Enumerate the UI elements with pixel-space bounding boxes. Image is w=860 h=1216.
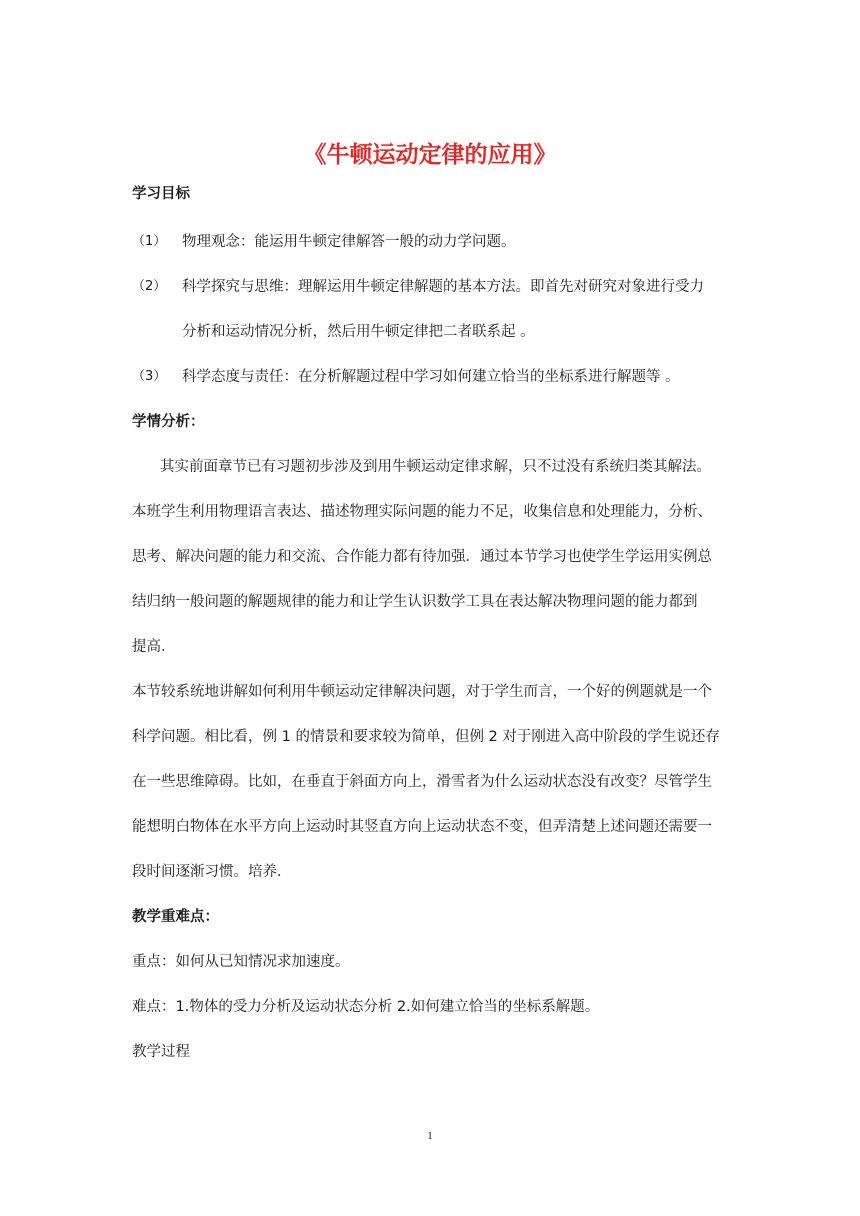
analysis-para1-line-1: 其实前面章节已有习题初步涉及到用牛顿运动定律求解，只不过没有系统归类其解法。 — [160, 459, 711, 475]
analysis-para2-line-2: 科学问题。相比看，例 1 的情景和要求较为简单，但例 2 对于刚进入高中阶段的学生说还存 — [132, 729, 720, 745]
analysis-para2-line-1: 本节较系统地讲解如何利用牛顿运动定律解决问题，对于学生而言，一个好的例题就是一个 — [132, 684, 712, 700]
difficulty-key-point: 重点：如何从已知情况求加速度。 — [132, 954, 350, 970]
analysis-para2-line-4: 能想明白物体在水平方向上运动时其竖直方向上运动状态不变，但弄清楚上述问题还需要一 — [132, 819, 712, 835]
goal-item-2-line-1: 科学探究与思维：理解运用牛顿定律解题的基本方法。即首先对研究对象进行受力 — [182, 279, 704, 295]
goal-item-2-line-2: 分析和运动情况分析，然后用牛顿定律把二者联系起 。 — [182, 324, 535, 340]
analysis-para1-line-2: 本班学生利用物理语言表达、描述物理实际问题的能力不足，收集信息和处理能力，分析、 — [132, 504, 712, 520]
analysis-para2-line-5: 段时间逐渐习惯。培养． — [132, 864, 292, 880]
goal-item-1: 物理观念：能运用牛顿定律解答一般的动力学问题。 — [182, 234, 516, 250]
goals-heading: 学习目标 — [132, 186, 190, 202]
analysis-para1-line-4: 结归纳一般问题的解题规律的能力和让学生认识数学工具在表达解决物理问题的能力都到 — [132, 594, 698, 610]
goal-item-3: 科学态度与责任：在分析解题过程中学习如何建立恰当的坐标系进行解题等 。 — [182, 369, 680, 385]
analysis-para1-line-3: 思考、解决问题的能力和交流、合作能力都有待加强．通过本节学习也使学生学运用实例总 — [132, 549, 712, 565]
document-title: 《牛顿运动定律的应用》 — [303, 142, 557, 168]
difficulty-hard-point: 难点：1.物体的受力分析及运动状态分析 2.如何建立恰当的坐标系解题。 — [132, 999, 600, 1015]
page-number: 1 — [427, 1130, 433, 1142]
difficulty-heading: 教学重难点： — [132, 909, 219, 925]
analysis-heading: 学情分析： — [132, 414, 205, 430]
process-heading: 教学过程 — [132, 1044, 190, 1060]
analysis-para1-line-5: 提高． — [132, 639, 176, 655]
goal-number-2: （2） — [132, 279, 167, 294]
goal-number-1: （1） — [132, 234, 167, 249]
analysis-para2-line-3: 在一些思维障碍。比如，在垂直于斜面方向上，滑雪者为什么运动状态没有改变？尽管学生 — [132, 774, 712, 790]
goal-number-3: （3） — [132, 369, 167, 384]
